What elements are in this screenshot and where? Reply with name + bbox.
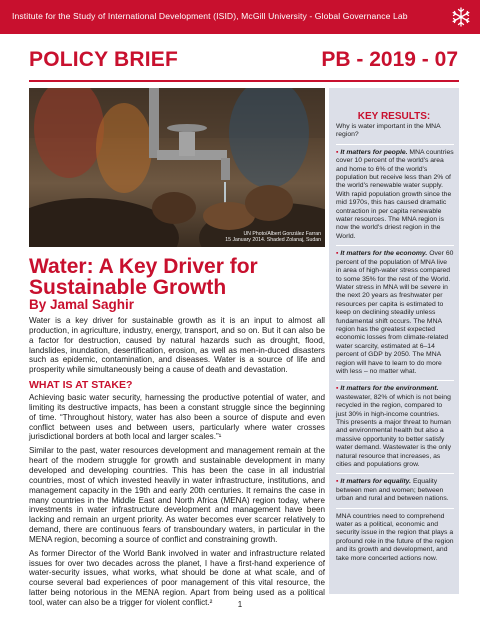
header-divider: [29, 80, 459, 82]
key-result-item: [336, 478, 454, 503]
key-result-heading: It matters for people.: [340, 148, 408, 156]
key-result-item: [336, 385, 454, 469]
article-body: [29, 316, 325, 612]
cover-photo-illustration: [29, 88, 325, 247]
bullet-icon: ▪: [336, 148, 339, 156]
bullet-icon: ▪: [336, 385, 339, 393]
snowflake-logo-icon: [450, 6, 472, 28]
separator: [336, 245, 454, 246]
separator: [336, 508, 454, 509]
bullet-icon: ▪: [336, 250, 339, 258]
cover-photo: [29, 88, 325, 247]
intro-paragraph: Water is a key driver for sustainable growth as it is an input to almost all production, in agriculture, industry, energy, transport, and so on. But it can also be a factor for destruction, caused by natural hazards such as drought, flood, landslides, inundation, desertification, erosion, as well as men-in-duced disasters such as epidemic, contamination, and diseases. Water is a source of life and prosperity while simultaneously being a cause of death and devastation.: [29, 316, 325, 375]
separator: [336, 380, 454, 381]
article-title: Water: A Key Driver for Sustainable Growth: [29, 255, 258, 299]
body-paragraph: Similar to the past, water resources development and management remain at the heart of the modern struggle for growth and sustainable development in many developed and developing countries. This has been the case in all industrial countries, most of which invested heavily in water infrastructure, institutions, and management capacity in the 19th and early 20th centuries. It remains the case in many countries in the Middle East and North Africa (MENA) region today, where investments in water infrastructure development and management have been lacking and remain an urgent priority. As water becomes ever scarcer relatively to demand, there are continuous fears of transboundary waters, in particular in the MENA region, becoming a source of conflict and constraining growth.: [29, 446, 325, 544]
section-heading: WHAT IS AT STAKE?: [29, 379, 133, 392]
issue-number: PB - 2019 - 07: [321, 48, 458, 71]
bullet-icon: ▪: [336, 478, 339, 486]
key-result-item: [336, 149, 454, 241]
key-result-text: MNA countries cover 10 percent of the world's area and home to 6% of the world's population but receive less than 2% of the world's renewable water supply. With rapid population growth since the mid 1970s, this has caused dramatic contraction in per capita renewable water resources. The MNA region is now the world's driest region in the World.: [336, 148, 454, 240]
separator: [336, 473, 454, 474]
key-result-text: Equality between men and women; between urban and rural and between nations.: [336, 478, 449, 503]
key-result-text: wastewater, 82% of which is not being recycled in the region, compared to just 30% in high-income countries. This presents a major threat to human and environmental health but also a massive opportunity to better satisfy water demand. Wastewater is the only natural resource that increases, as cities and populations grow.: [336, 393, 451, 469]
key-results-question: Why is water important in the MNA region?: [336, 123, 441, 139]
key-result-text: Over 60 percent of the population of MNA live in area of high-water stress compared to some 35% for the rest of the World. Water stress in MNA will be severe in the next 20 years as freshwater per resources per capita is estimated to keep on declining steadily unless fundamental shift occurs. The MNA region has the greatest expected economic losses from climate-related water scarcity, estimated at 6–14 percent of GDP by 2050. The MNA region will have to learn to do more with less – no matter what.: [336, 250, 454, 375]
key-result-heading: It matters for the environment.: [340, 385, 439, 393]
body-paragraph: Achieving basic water security, harnessing the productive potential of water, and limiting its destructive impacts, has been a constant struggle since the beginning of time. “Throughout history, water has also been a source of dispute and even conflict between uses and between users, particularly where water crosses jurisdictional borders at both local and larger scales.”¹: [29, 393, 325, 442]
author-byline: By Jamal Saghir: [29, 297, 135, 312]
key-results-body: [336, 123, 454, 567]
key-result-heading: It matters for the economy.: [340, 250, 428, 258]
policy-brief-label: POLICY BRIEF: [29, 48, 179, 71]
key-results-title: KEY RESULTS:: [357, 111, 431, 122]
header-bar: [0, 0, 480, 34]
key-result-item: [336, 250, 454, 376]
key-result-heading: It matters for equality.: [340, 478, 412, 486]
key-results-conclusion: MNA countries need to comprehend water as a political, economic and security issue in the region that plays a profound role in the future of the region and its growth and development, and take more concerted actions now.: [336, 512, 454, 562]
photo-credit: UN Photo/Albert González Farran 15 January 2014. Shaded Zolanaj, Sudan: [225, 230, 321, 244]
key-results-sidebar: [329, 88, 459, 594]
body-paragraph: As former Director of the World Bank involved in water and infrastructure related issues for over two decades across the planet, I have a first-hand experience of water-security issues, what works, what should be done at what scale, and of course several bad experiences of poor management of this vital resource, the latter being notorious in the MENA region. Apart from being used as a political tool, water can also be a trigger for violent conflict.²: [29, 548, 325, 607]
institution-name: Institute for the Study of International Development (ISID), McGill University - Global Governance Lab: [12, 11, 408, 21]
separator: [336, 144, 454, 145]
page-number: 1: [237, 600, 243, 609]
